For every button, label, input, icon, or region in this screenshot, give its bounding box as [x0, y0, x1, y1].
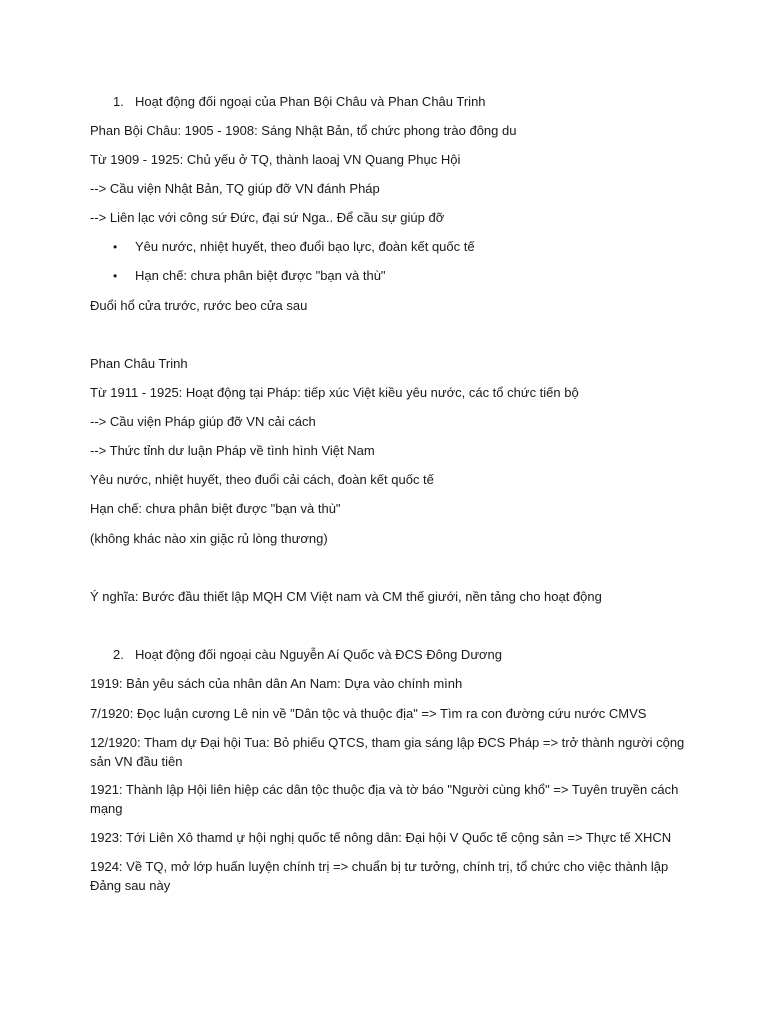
- pbc-line-4: --> Liên lạc với công sứ Đức, đại sứ Nga.. Để cầu sự giúp đỡ: [90, 210, 445, 225]
- pct-line-6: (không khác nào xin giặc rủ lòng thương): [90, 531, 328, 546]
- pbc-line-3: --> Cầu viện Nhật Bản, TQ giúp đỡ VN đánh Pháp: [90, 181, 380, 196]
- section-1-number: 1.: [113, 94, 124, 109]
- section-1-heading: [113, 94, 486, 110]
- section-2-title: Hoạt động đối ngoại càu Nguyễn Aí Quốc và ĐCS Đông Dương: [135, 647, 503, 662]
- bullet-item: [113, 268, 386, 284]
- meaning-line: Ý nghĩa: Bước đầu thiết lập MQH CM Việt nam và CM thế giưới, nền tảng cho hoạt động: [90, 589, 602, 604]
- bullet-icon: •: [113, 240, 118, 254]
- pbc-line-2: Từ 1909 - 1925: Chủ yếu ở TQ, thành laoaj VN Quang Phục Hội: [90, 152, 461, 167]
- timeline-line-7-1920: 7/1920: Đọc luận cương Lê nin về "Dân tộc và thuộc địa" => Tìm ra con đường cứu nước CMVS: [90, 706, 647, 721]
- timeline-line-12-1920: 12/1920: Tham dự Đại hội Tua: Bỏ phiếu QTCS, tham gia sáng lập ĐCS Pháp => trở thành người cộng sản VN đầu tiên: [90, 735, 685, 769]
- pct-line-3: --> Thức tỉnh dư luận Pháp về tình hình Việt Nam: [90, 443, 375, 458]
- bullet-text: Hạn chế: chưa phân biệt được "bạn và thù": [135, 268, 386, 283]
- pct-line-2: --> Cầu viện Pháp giúp đỡ VN cải cách: [90, 414, 316, 429]
- bullet-item: [113, 239, 475, 255]
- pbc-closing: Đuổi hổ cửa trước, rước beo cửa sau: [90, 298, 308, 313]
- timeline-line-1924: 1924: Về TQ, mở lớp huấn luyện chính trị => chuẩn bị tư tưởng, chính trị, tổ chức cho việc thành lập Đảng sau này: [90, 859, 669, 893]
- pbc-line-1: Phan Bội Châu: 1905 - 1908: Sáng Nhật Bản, tổ chức phong trào đông du: [90, 123, 517, 138]
- timeline-line-1921: 1921: Thành lập Hội liên hiệp các dân tộc thuộc địa và tờ báo "Người cùng khổ" => Tuyên truyền cách mạng: [90, 782, 679, 816]
- bullet-text: Yêu nước, nhiệt huyết, theo đuổi bạo lực, đoàn kết quốc tế: [135, 239, 475, 254]
- bullet-icon: •: [113, 269, 118, 283]
- pct-line-4: Yêu nước, nhiệt huyết, theo đuổi cải cách, đoàn kết quốc tế: [90, 472, 434, 487]
- timeline-line-1923: 1923: Tới Liên Xô thamd ự hội nghị quốc tế nông dân: Đại hội V Quốc tế cộng sản => Thực tế XHCN: [90, 830, 672, 845]
- section-1-title: Hoạt động đối ngoại của Phan Bội Châu và Phan Châu Trinh: [135, 94, 486, 109]
- pct-line-1: Từ 1911 - 1925: Hoạt động tại Pháp: tiếp xúc Việt kiều yêu nước, các tổ chức tiến bộ: [90, 385, 579, 400]
- section-2-heading: [113, 647, 502, 663]
- pct-title: Phan Châu Trinh: [90, 356, 188, 371]
- pct-line-5: Hạn chế: chưa phân biệt được "bạn và thù": [90, 501, 341, 516]
- timeline-line-1919: 1919: Bản yêu sách của nhân dân An Nam: Dựa vào chính mình: [90, 676, 463, 691]
- section-2-number: 2.: [113, 647, 124, 662]
